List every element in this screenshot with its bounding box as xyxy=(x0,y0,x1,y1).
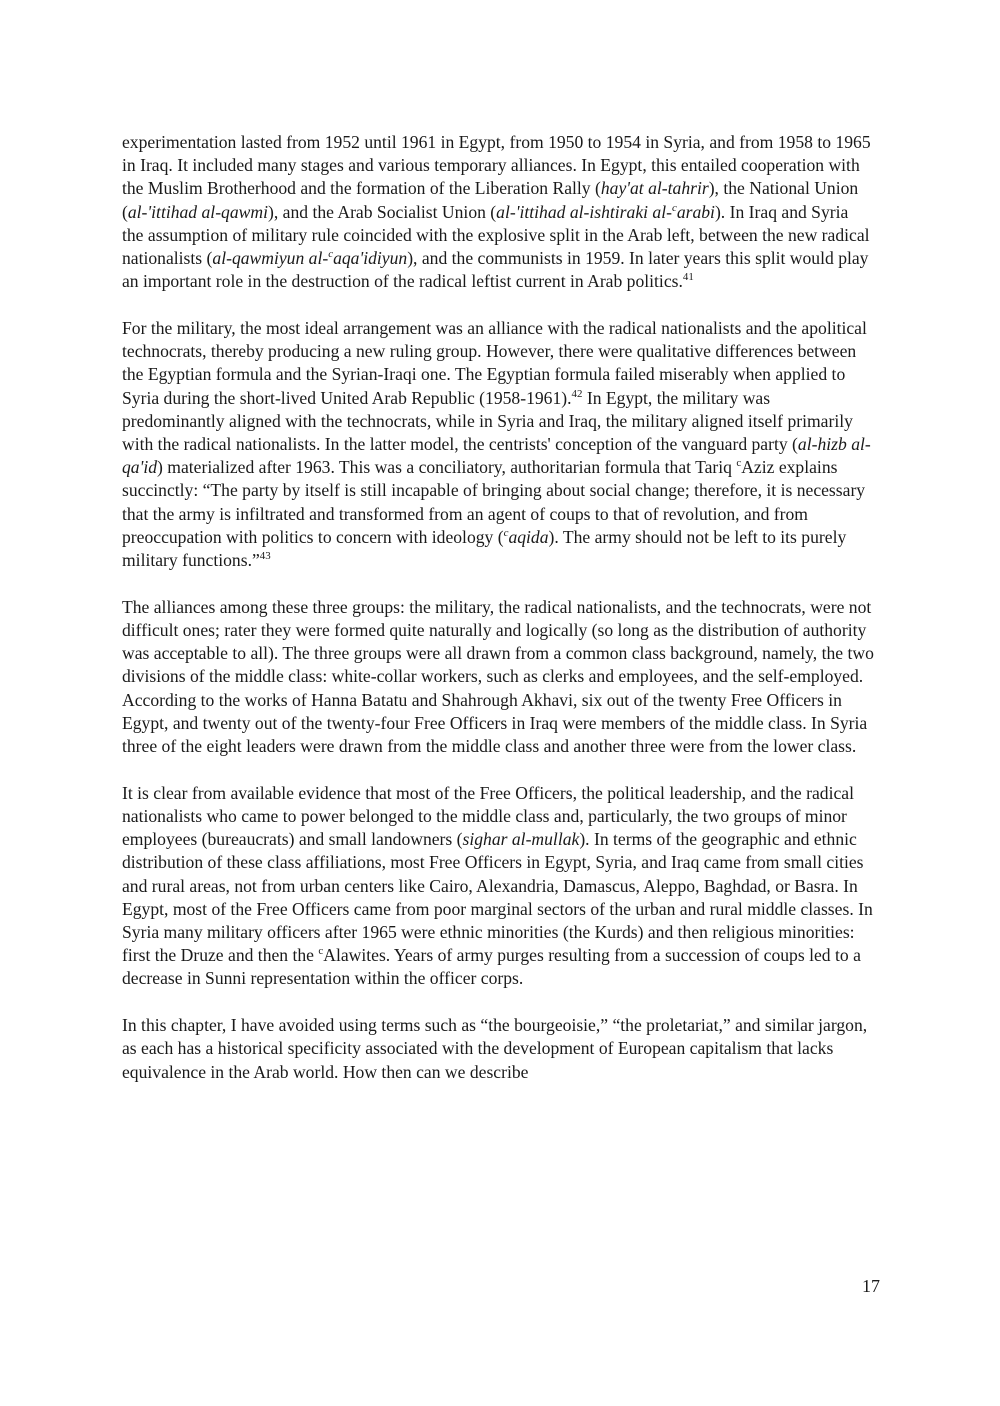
superscript: 42 xyxy=(571,387,583,400)
superscript: 43 xyxy=(259,550,271,563)
text-run: Aziz explains succinctly: “The party by itself is still incapable of bringing about social change; therefore, it is necessary that the army is infiltrated and transformed from an agent of coups to that of revolution, and from preoccupation with politics to concern with ideology ( xyxy=(122,457,866,547)
text-run: ) materialized after 1963. This was a conciliatory, authoritarian formula that Tariq xyxy=(157,457,737,478)
italic-term: sighar al-mullak xyxy=(462,829,580,850)
italic-term: al-'ittihad al-qawmi xyxy=(127,201,268,222)
italic-term: al-'ittihad al-ishtiraki al- xyxy=(496,201,672,222)
text-run: ). In terms of the geographic and ethnic distribution of these class affiliations, most Free Officers in Egypt, Syria, and Iraq came from small cities and rural areas, not from urban centers like Cairo, Alexandria, Damascus, Aleppo, Baghdad, or Basra. In Egypt, most of the Free Officers came from poor marginal sectors of the urban and rural middle classes. In Syria many military officers after 1965 were ethnic minorities (the Kurds) and then religious minorities: first the Druze and then the xyxy=(122,829,873,966)
text-run: For the military, the most ideal arrangement was an alliance with the radical nationalists and the apolitical technocrats, thereby producing a new ruling group. However, there were qualitative differences between the Egyptian formula and the Syrian-Iraqi one. The Egyptian formula failed miserably when applied to Syria during the short-lived United Arab Republic (1958-1961). xyxy=(122,318,867,408)
italic-term: hay'at al-tahrir xyxy=(600,178,709,199)
text-run: experimentation lasted from 1952 until 1961 in Egypt, from 1950 to 1954 in Syria, and from 1958 to 1965 in Iraq. It included many stages and various temporary alliances. In Egypt, this entailed cooperation with the Muslim Brotherhood and the formation of the Liberation Rally ( xyxy=(122,132,871,199)
text-run: ), the National Union ( xyxy=(122,178,859,222)
italic-term: al-qawmiyun al- xyxy=(212,248,329,269)
superscript: c xyxy=(318,945,324,958)
text-run: ). The army should not be left to its purely military functions.” xyxy=(122,526,847,571)
text-run: In Egypt, the military was predominantly aligned with the technocrats, while in Syria and Iraq, the military aligned itself primarily with the radical nationalists. In the latter model, the centrists' conception of the vanguard party ( xyxy=(122,387,853,455)
paragraph-1 xyxy=(122,131,874,293)
text-run: In this chapter, I have avoided using terms such as “the bourgeoisie,” “the proletariat,” and similar jargon, as each has a historical specificity associated with the development of European capitalism that lacks equivalence in the Arab world. How then can we describe xyxy=(122,1015,868,1082)
text-run: The alliances among these three groups: the military, the radical nationalists, and the technocrats, were not difficult ones; rater they were formed quite naturally and logically (so long as the distribution of authority was acceptable to all). The three groups were all drawn from a common class background, namely, the two divisions of the middle class: white-collar workers, such as clerks and employees, and the self-employed. According to the works of Hanna Batatu and Shahrough Akhavi, six out of the twenty Free Officers in Egypt, and twenty out of the twenty-four Free Officers in Iraq were members of the middle class. In Syria three of the eight leaders were drawn from the middle class and another three were from the lower class. xyxy=(122,596,874,757)
text-run: ). In Iraq and Syria the assumption of military rule coincided with the explosive split in the Arab left, between the new radical nationalists ( xyxy=(122,201,870,269)
paragraph-2 xyxy=(122,317,874,572)
text-run: ), and the Arab Socialist Union ( xyxy=(267,201,497,222)
superscript: 41 xyxy=(682,271,694,284)
italic-term: aqa'idiyun xyxy=(333,248,408,269)
paragraph-4 xyxy=(122,782,874,991)
superscript: c xyxy=(736,457,742,470)
text-run: It is clear from available evidence that most of the Free Officers, the political leadership, and the radical nationalists who came to power belonged to the middle class and, particularly, the two groups of minor employees (bureaucrats) and small landowners ( xyxy=(122,782,854,850)
superscript: c xyxy=(503,526,509,539)
italic-term: al-hizb al-qa'id xyxy=(122,434,871,478)
superscript: c xyxy=(671,201,677,214)
paragraph-3 xyxy=(122,596,874,758)
page-number: 17 xyxy=(862,1276,880,1296)
text-run: ), and the communists in 1959. In later years this split would play an important role in the destruction of the radical leftist current in Arab politics. xyxy=(122,248,869,292)
text-run: Alawites. Years of army purges resulting from a succession of coups led to a decrease in Sunni representation within the officer corps. xyxy=(122,945,861,989)
paragraph-5 xyxy=(122,1014,874,1084)
italic-term: aqida xyxy=(508,526,549,547)
body-text xyxy=(122,131,874,1107)
superscript: c xyxy=(328,248,334,261)
italic-term: arabi xyxy=(676,201,715,222)
